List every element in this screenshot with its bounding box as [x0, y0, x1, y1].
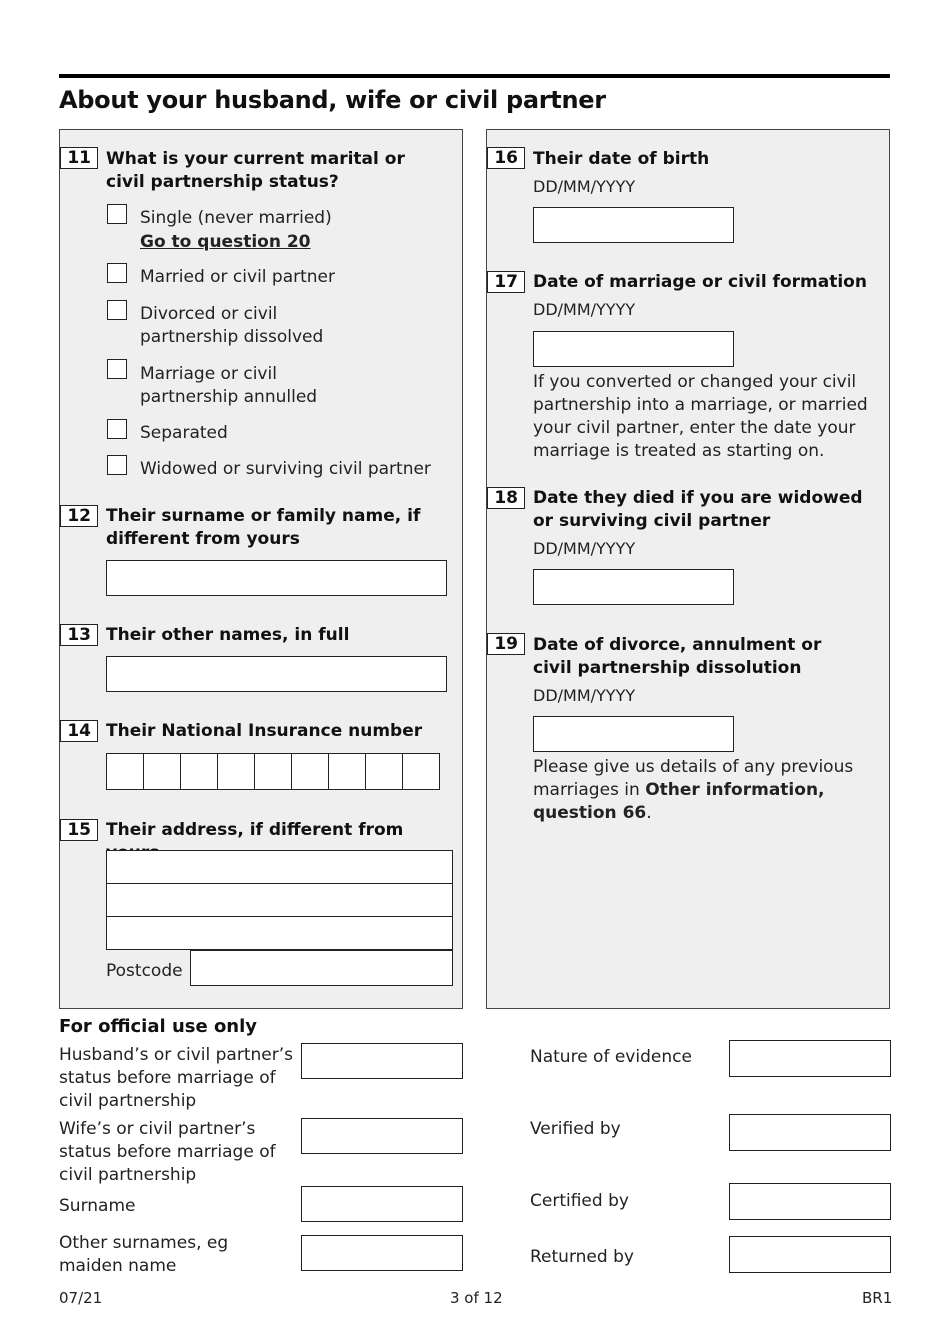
other-names-input[interactable] — [106, 656, 447, 692]
option-married-label: Married or civil partner — [140, 267, 336, 287]
date-of-death-input[interactable] — [533, 569, 734, 605]
question-number-19: 19 — [487, 633, 525, 655]
checkbox-divorced[interactable] — [107, 300, 127, 320]
ni-char-box[interactable] — [180, 754, 217, 789]
conversion-note: If you converted or changed your civil partnership into a marriage, or married your civil partner, enter the date your marriage is treated as starting on. — [533, 372, 868, 461]
date-of-divorce-input[interactable] — [533, 716, 734, 752]
checkbox-married[interactable] — [107, 263, 127, 283]
other-information-reference: Other information, question 66 — [533, 780, 825, 823]
nature-of-evidence-input[interactable] — [729, 1040, 891, 1077]
checkbox-single[interactable] — [107, 204, 127, 224]
surname-input[interactable] — [106, 560, 447, 596]
checkbox-separated[interactable] — [107, 419, 127, 439]
date-of-marriage-input[interactable] — [533, 331, 734, 367]
verified-by-input[interactable] — [729, 1114, 891, 1151]
ni-char-box[interactable] — [328, 754, 365, 789]
question-number-12: 12 — [60, 505, 98, 527]
ni-char-box[interactable] — [402, 754, 439, 789]
question-14-text: Their National Insurance number — [106, 721, 423, 741]
option-separated-label: Separated — [140, 423, 228, 443]
footer-date: 07/21 — [59, 1289, 103, 1307]
official-wife-status-input[interactable] — [301, 1118, 463, 1154]
official-husband-status-input[interactable] — [301, 1043, 463, 1079]
checkbox-widowed[interactable] — [107, 455, 127, 475]
section-title: About your husband, wife or civil partner — [59, 86, 606, 114]
top-rule — [59, 74, 890, 78]
question-18-text: Date they died if you are widowed or surviving civil partner — [533, 488, 863, 531]
ni-char-box[interactable] — [217, 754, 254, 789]
ni-char-box[interactable] — [107, 754, 143, 789]
certified-by-input[interactable] — [729, 1183, 891, 1220]
date-format-hint: DD/MM/YYYY — [533, 177, 636, 196]
official-label-returned-by: Returned by — [530, 1247, 634, 1267]
national-insurance-input[interactable] — [106, 753, 440, 790]
page-number: 3 of 12 — [450, 1289, 503, 1307]
option-annulled-label: Marriage or civil partnership annulled — [140, 364, 318, 407]
option-single-label: Single (never married) — [140, 208, 332, 228]
returned-by-input[interactable] — [729, 1236, 891, 1273]
question-15-text: Their address, if different from — [106, 820, 404, 840]
postcode-input[interactable] — [190, 950, 453, 986]
date-format-hint: DD/MM/YYYY — [533, 539, 636, 558]
option-divorced-label: Divorced or civil partnership dissolved — [140, 304, 324, 347]
checkbox-annulled[interactable] — [107, 359, 127, 379]
question-16-text: Their date of birth — [533, 149, 710, 169]
address-line[interactable] — [107, 917, 452, 950]
postcode-label: Postcode — [106, 961, 183, 981]
official-use-heading: For official use only — [59, 1016, 258, 1037]
question-number-13: 13 — [60, 624, 98, 646]
question-12-text: Their surname or family name, if different from yours — [106, 506, 421, 549]
official-label-other-surnames: Other surnames, eg maiden name — [59, 1233, 229, 1276]
question-11-text: What is your current marital or civil partnership status? — [106, 149, 405, 192]
ni-char-box[interactable] — [365, 754, 402, 789]
question-number-16: 16 — [487, 147, 525, 169]
question-17-text: Date of marriage or civil formation — [533, 272, 867, 292]
ni-char-box[interactable] — [291, 754, 328, 789]
option-widowed-label: Widowed or surviving civil partner — [140, 459, 431, 479]
date-format-hint: DD/MM/YYYY — [533, 300, 636, 319]
official-label-verified-by: Verified by — [530, 1119, 621, 1139]
address-line[interactable] — [107, 851, 452, 884]
previous-marriages-note: Please give us details of any previous marriages in Other information, question 66. — [533, 757, 854, 823]
form-code: BR1 — [862, 1289, 893, 1307]
address-input[interactable] — [106, 850, 453, 950]
date-of-birth-input[interactable] — [533, 207, 734, 243]
ni-char-box[interactable] — [254, 754, 291, 789]
question-number-11: 11 — [60, 147, 98, 169]
official-label-husband-status: Husband’s or civil partner’s status before marriage of civil partnership — [59, 1045, 293, 1111]
question-number-18: 18 — [487, 487, 525, 509]
date-format-hint: DD/MM/YYYY — [533, 686, 636, 705]
question-number-14: 14 — [60, 720, 98, 742]
official-label-nature-of-evidence: Nature of evidence — [530, 1047, 692, 1067]
question-number-15: 15 — [60, 819, 98, 841]
official-surname-input[interactable] — [301, 1186, 463, 1222]
official-label-wife-status: Wife’s or civil partner’s status before marriage of civil partnership — [59, 1119, 276, 1185]
question-13-text: Their other names, in full — [106, 625, 350, 645]
ni-char-box[interactable] — [143, 754, 180, 789]
address-line[interactable] — [107, 884, 452, 917]
question-number-17: 17 — [487, 271, 525, 293]
official-other-surnames-input[interactable] — [301, 1235, 463, 1271]
question-19-text: Date of divorce, annulment or civil partnership dissolution — [533, 635, 822, 678]
go-to-question-20-link[interactable]: Go to question 20 — [140, 232, 311, 252]
official-label-certified-by: Certified by — [530, 1191, 629, 1211]
official-label-surname: Surname — [59, 1196, 136, 1216]
